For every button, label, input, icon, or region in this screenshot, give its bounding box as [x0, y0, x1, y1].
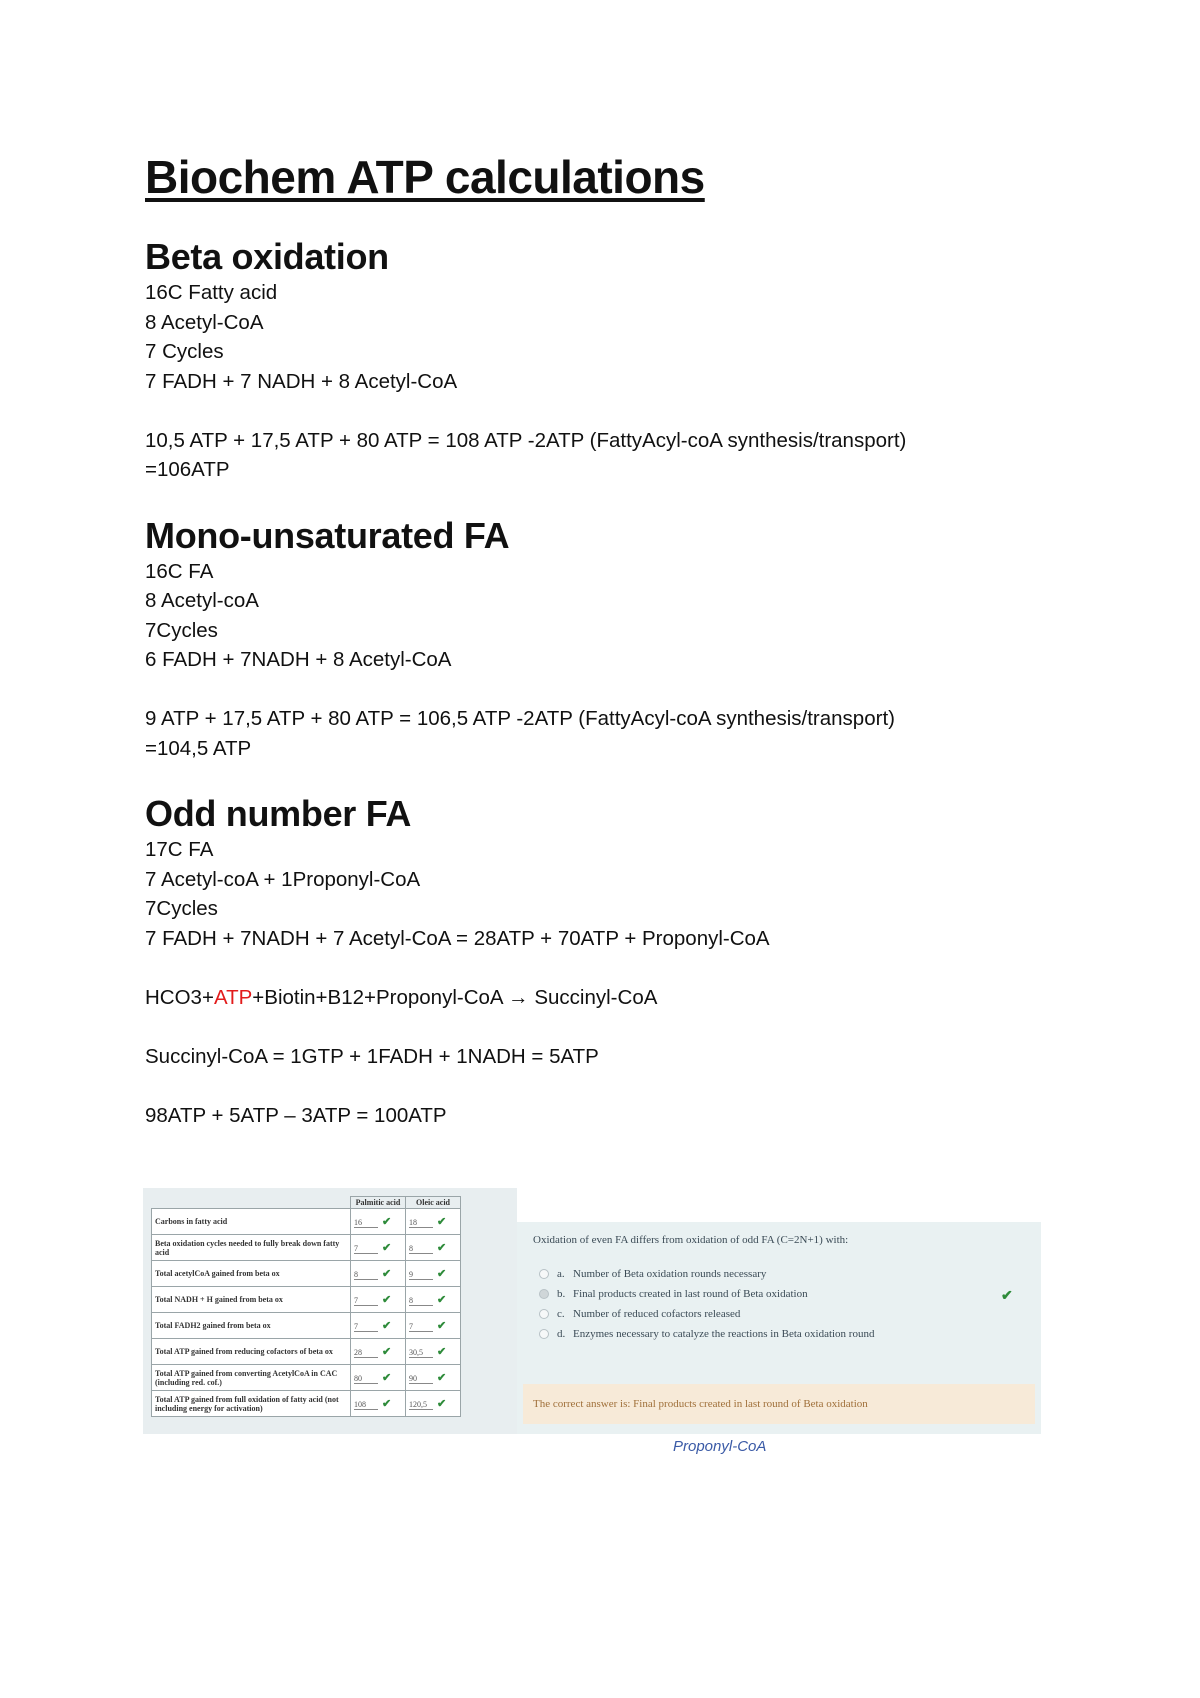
text-line: 16C FA — [145, 559, 214, 583]
check-icon: ✔ — [382, 1372, 392, 1384]
row-label: Total acetylCoA gained from beta ox — [152, 1261, 351, 1287]
value-text: 8 — [354, 1270, 378, 1280]
oleic-value — [406, 1261, 461, 1287]
radio-icon — [539, 1309, 549, 1319]
correct-check-icon: ✔ — [1001, 1289, 1013, 1304]
oleic-value — [406, 1391, 461, 1417]
oleic-value — [406, 1313, 461, 1339]
section-heading-beta-oxidation: Beta oxidation — [145, 236, 389, 277]
oleic-value — [406, 1287, 461, 1313]
document-title: Biochem ATP calculations — [145, 151, 705, 203]
value-text: 90 — [409, 1374, 433, 1384]
palmitic-value — [351, 1235, 406, 1261]
text-line: 8 Acetyl-CoA — [145, 310, 264, 334]
value-text: 7 — [354, 1244, 378, 1254]
check-icon: ✔ — [382, 1268, 392, 1280]
text-line: 7Cycles — [145, 618, 218, 642]
option-letter: d. — [557, 1328, 566, 1340]
section-body-mono-unsaturated — [145, 557, 1055, 764]
row-label: Carbons in fatty acid — [152, 1209, 351, 1235]
value-text: 9 — [409, 1270, 433, 1280]
embedded-screenshots — [143, 1188, 1043, 1434]
check-icon: ✔ — [437, 1268, 447, 1280]
row-label: Total ATP gained from reducing cofactors of beta ox — [152, 1339, 351, 1365]
reaction-cofactors: +Biotin+B12+Proponyl-CoA — [252, 985, 509, 1009]
check-icon: ✔ — [382, 1216, 392, 1228]
table-row — [152, 1339, 461, 1365]
palmitic-value — [351, 1365, 406, 1391]
table-header-palmitic: Palmitic acid — [351, 1197, 406, 1209]
check-icon: ✔ — [437, 1294, 447, 1306]
value-text: 80 — [354, 1374, 378, 1384]
value-text: 108 — [354, 1400, 378, 1410]
text-line: 7 FADH + 7 NADH + 8 Acetyl-CoA — [145, 369, 458, 393]
text-line: 17C FA — [145, 838, 214, 861]
text-line: 16C Fatty acid — [145, 281, 278, 304]
value-text: 18 — [409, 1218, 433, 1228]
row-label: Beta oxidation cycles needed to fully break down fatty acid — [152, 1235, 351, 1261]
text-line: 98ATP + 5ATP – 3ATP = 100ATP — [145, 1103, 447, 1127]
oleic-value — [406, 1209, 461, 1235]
reaction-reactants: HCO3+ — [145, 985, 214, 1009]
correct-answer-box — [523, 1384, 1035, 1424]
radio-icon — [539, 1329, 549, 1339]
text-line: 6 FADH + 7NADH + 8 Acetyl-CoA — [145, 648, 452, 671]
quiz-option-a — [539, 1268, 766, 1280]
table-row — [152, 1261, 461, 1287]
oleic-value — [406, 1365, 461, 1391]
blank-line — [145, 1071, 1055, 1101]
quiz-option-b — [539, 1288, 808, 1300]
option-letter: b. — [557, 1288, 566, 1300]
option-text: Enzymes necessary to catalyze the reactions in Beta oxidation round — [573, 1328, 875, 1340]
section-body-odd-number — [145, 835, 1055, 1130]
check-icon: ✔ — [437, 1216, 447, 1228]
table-header-row — [152, 1197, 461, 1209]
oleic-value — [406, 1235, 461, 1261]
value-text: 16 — [354, 1218, 378, 1228]
oleic-value — [406, 1339, 461, 1365]
check-icon: ✔ — [382, 1398, 392, 1410]
blank-line — [145, 675, 1055, 705]
palmitic-value — [351, 1287, 406, 1313]
table-row — [152, 1313, 461, 1339]
table-row — [152, 1235, 461, 1261]
radio-selected-icon — [539, 1289, 549, 1299]
section-heading-odd-number: Odd number FA — [145, 793, 412, 834]
check-icon: ✔ — [382, 1294, 392, 1306]
text-line: Succinyl-CoA = 1GTP + 1FADH + 1NADH = 5ATP — [145, 1044, 599, 1068]
value-text: 8 — [409, 1296, 433, 1306]
text-line: 7Cycles — [145, 897, 218, 920]
row-label: Total FADH2 gained from beta ox — [152, 1313, 351, 1339]
quiz-option-c — [539, 1308, 740, 1320]
atp-table-screenshot — [143, 1188, 517, 1434]
text-line: =106ATP — [145, 458, 230, 481]
text-line: 10,5 ATP + 17,5 ATP + 80 ATP = 108 ATP -2ATP (FattyAcyl-coA synthesis/transport) — [145, 428, 907, 452]
quiz-screenshot — [517, 1222, 1041, 1434]
value-text: 7 — [409, 1322, 433, 1332]
palmitic-value — [351, 1209, 406, 1235]
section-heading-mono-unsaturated: Mono-unsaturated FA — [145, 514, 510, 556]
table-row — [152, 1209, 461, 1235]
check-icon: ✔ — [437, 1372, 447, 1384]
quiz-option-d — [539, 1328, 874, 1340]
reaction-product: Succinyl-CoA — [528, 985, 658, 1009]
value-text: 7 — [354, 1296, 378, 1306]
figure-caption: Proponyl-CoA — [673, 1438, 767, 1455]
document-page — [145, 150, 1055, 1130]
table-row — [152, 1365, 461, 1391]
check-icon: ✔ — [382, 1242, 392, 1254]
blank-line — [145, 396, 1055, 426]
text-line: 9 ATP + 17,5 ATP + 80 ATP = 106,5 ATP -2ATP (FattyAcyl-coA synthesis/transport) — [145, 707, 895, 730]
check-icon: ✔ — [437, 1242, 447, 1254]
row-label: Total ATP gained from full oxidation of fatty acid (not including energy for activation) — [152, 1391, 351, 1417]
option-letter: a. — [557, 1268, 565, 1280]
value-text: 28 — [354, 1348, 378, 1358]
palmitic-value — [351, 1339, 406, 1365]
row-label: Total NADH + H gained from beta ox — [152, 1287, 351, 1313]
blank-line — [145, 1012, 1055, 1042]
text-line: 8 Acetyl-coA — [145, 589, 259, 612]
correct-answer-text: The correct answer is: Final products created in last round of Beta oxidation — [533, 1398, 868, 1410]
table-header-empty — [152, 1197, 351, 1209]
table-row — [152, 1287, 461, 1313]
palmitic-value — [351, 1313, 406, 1339]
atp-highlight: ATP — [213, 985, 253, 1009]
value-text: 8 — [409, 1244, 433, 1254]
text-line: 7 FADH + 7NADH + 7 Acetyl-CoA = 28ATP + 70ATP + Proponyl-CoA — [145, 926, 770, 950]
palmitic-value — [351, 1391, 406, 1417]
palmitic-value — [351, 1261, 406, 1287]
table-row — [152, 1391, 461, 1417]
section-body-beta-oxidation — [145, 278, 1055, 485]
quiz-question: Oxidation of even FA differs from oxidation of odd FA (C=2N+1) with: — [533, 1234, 849, 1246]
option-letter: c. — [557, 1308, 565, 1320]
check-icon: ✔ — [437, 1398, 447, 1410]
check-icon: ✔ — [437, 1346, 447, 1358]
table-header-oleic: Oleic acid — [406, 1197, 461, 1209]
option-text: Number of reduced cofactors released — [573, 1308, 741, 1320]
option-text: Number of Beta oxidation rounds necessary — [573, 1268, 767, 1280]
value-text: 30,5 — [409, 1348, 433, 1358]
row-label: Total ATP gained from converting AcetylCoA in CAC (including red. cof.) — [152, 1365, 351, 1391]
check-icon: ✔ — [382, 1320, 392, 1332]
check-icon: ✔ — [382, 1346, 392, 1358]
option-text: Final products created in last round of Beta oxidation — [573, 1288, 808, 1300]
atp-table — [151, 1196, 461, 1417]
text-line: 7 Acetyl-coA + 1Proponyl-CoA — [145, 867, 421, 891]
value-text: 120,5 — [409, 1400, 433, 1410]
text-line: =104,5 ATP — [145, 736, 252, 760]
value-text: 7 — [354, 1322, 378, 1332]
check-icon: ✔ — [437, 1320, 447, 1332]
radio-icon — [539, 1269, 549, 1279]
blank-line — [145, 953, 1055, 983]
right-arrow-icon: → — [508, 985, 529, 1009]
reaction-line — [145, 983, 1055, 1013]
text-line: 7 Cycles — [145, 340, 224, 363]
